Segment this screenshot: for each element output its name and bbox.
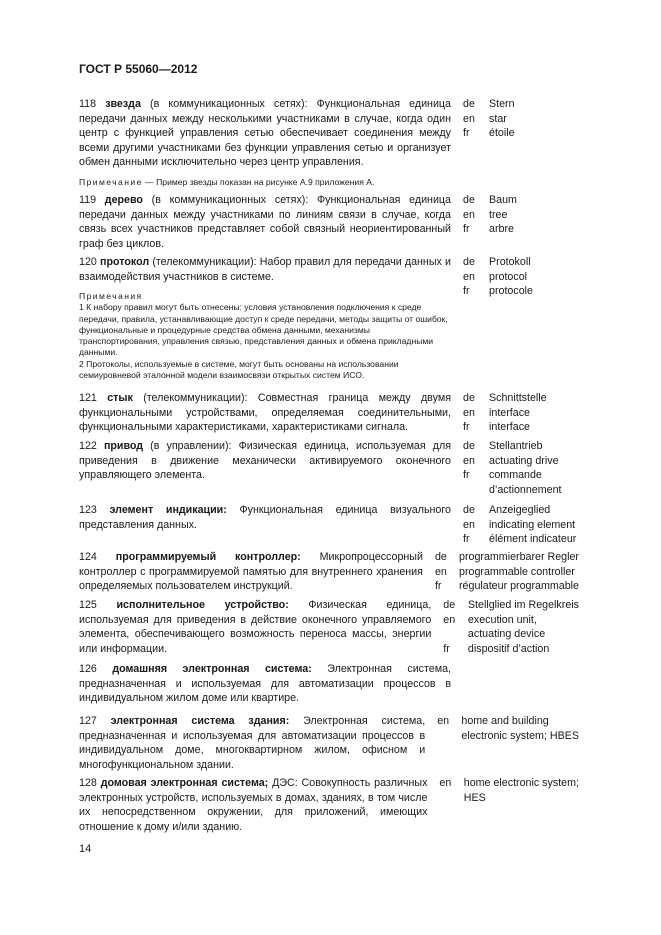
translation: interface — [489, 406, 530, 419]
page-number: 14 — [79, 843, 92, 855]
translations — [459, 550, 579, 594]
translation: Schnittstelle — [489, 392, 547, 404]
language-codes — [463, 97, 489, 188]
lang-code: en — [463, 208, 475, 221]
language-codes — [463, 391, 489, 435]
entry-definition: (в управлении): Физическая единица, используемая для приведения в движение механически активируемого оконечного управляющего элемента. — [79, 440, 451, 481]
entry-body — [79, 503, 451, 547]
term-entry-120 — [79, 255, 579, 381]
lang-code: fr — [463, 285, 470, 297]
translation: star — [489, 112, 507, 125]
lang-code: en — [463, 270, 475, 283]
translation: commande — [489, 469, 542, 481]
entry-number: 127 — [79, 715, 97, 727]
translation: Stellantrieb — [489, 440, 543, 452]
translations — [489, 439, 579, 497]
entry-number: 118 — [79, 98, 97, 110]
language-codes — [439, 776, 463, 834]
term-entry-123 — [79, 503, 579, 547]
entry-body — [79, 714, 425, 772]
entry-number: 119 — [79, 194, 97, 206]
term-entry-121 — [79, 391, 579, 435]
translation: Protokoll — [489, 256, 531, 268]
translation: Anzeigeglied — [489, 504, 551, 516]
entry-body — [79, 439, 451, 497]
entry-definition: Физическая единица, используемая для приведения в действие оконечного управляемого элемента, обеспечивающего возможность переноса массы, энергии или информации. — [79, 599, 432, 655]
entry-number: 125 — [79, 599, 97, 611]
lang-code: fr — [463, 223, 470, 235]
entry-number: 121 — [79, 392, 97, 404]
entry-definition: Электронная система, предназначенная и используемая для автоматизации процессов в индивидуальном доме, многоквартирном жилом, офисном и многофункциональном здании. — [79, 715, 426, 771]
lang-code: en — [437, 715, 450, 727]
entry-number: 124 — [79, 551, 97, 563]
translation: protocol — [489, 270, 528, 283]
language-codes — [463, 193, 489, 251]
lang-code: fr — [463, 127, 470, 139]
language-codes — [437, 714, 461, 772]
language-codes — [463, 439, 489, 497]
lang-code: de — [463, 98, 475, 110]
translations — [489, 503, 579, 547]
term-entry-124 — [79, 550, 579, 594]
translation: interface — [489, 421, 530, 433]
notes-heading: Примечания — [79, 291, 143, 301]
note-item: 2 Протоколы, используемые в системе, могут быть основаны на использовании семиуровневой эталонной модели взаимосвязи открытых систем ИСО. — [79, 358, 399, 381]
entry-term: элемент индикации: — [109, 504, 227, 516]
document-header: ГОСТ Р 55060—2012 — [79, 62, 198, 76]
translation: élément indicateur — [489, 533, 577, 545]
entry-body — [79, 97, 451, 188]
language-codes — [435, 550, 459, 594]
lang-code: de — [443, 599, 456, 611]
lang-code: de — [463, 194, 475, 206]
lang-code: de — [463, 440, 475, 452]
entry-term: исполнительное устройство: — [116, 599, 289, 611]
entry-term: программируемый контроллер: — [115, 551, 301, 563]
translation: d’actionnement — [489, 483, 562, 496]
entry-term: домовая электронная система; — [100, 777, 269, 789]
lang-code — [443, 627, 468, 642]
lang-code: en — [439, 777, 452, 789]
entry-term: электронная система здания: — [110, 715, 290, 727]
entry-number: 128 — [79, 777, 97, 789]
entry-definition: Микропроцессорный контроллер с программируемой памятью для внутреннего хранения определяемых пользователем инструкций. — [79, 551, 423, 592]
language-codes — [463, 503, 489, 547]
lang-code: en — [463, 112, 475, 125]
entry-number: 122 — [79, 440, 97, 452]
translation: home electronic system; — [463, 777, 579, 789]
translations — [461, 714, 579, 772]
lang-code: de — [463, 392, 475, 404]
entry-term: дерево — [104, 194, 143, 206]
note-heading: Примечание — [79, 176, 143, 187]
language-codes — [443, 598, 468, 656]
translations — [464, 776, 579, 834]
lang-code: fr — [463, 533, 470, 545]
entry-definition: (телекоммуникации): Совместная граница между двумя функциональными устройствами, определяемая соединительными, функциональными характеристиками, характеристиками сигнала. — [79, 392, 451, 433]
lang-code: en — [463, 518, 475, 531]
entry-term: домашняя электронная система: — [112, 663, 312, 675]
entry-definition: (телекоммуникации): Набор правил для передачи данных и взаимодействия участников в системе. — [79, 256, 451, 283]
entry-notes — [79, 291, 451, 381]
term-entry-119 — [79, 193, 579, 251]
lang-code: en — [434, 565, 447, 578]
lang-code: en — [463, 454, 475, 467]
translation: Baum — [489, 194, 517, 206]
lang-code: de — [434, 551, 447, 563]
translation: dispositif d’action — [467, 642, 550, 655]
translation: arbre — [489, 223, 514, 235]
entry-definition: (в коммуникационных сетях): Функциональная единица передачи данных между участниками по линиям связи в случае, когда связь всех участников представляет собой связный неориентированный граф без циклов. — [79, 194, 451, 250]
entry-definition: Электронная система, предназначенная и используемая для автоматизации процессов в индивидуальном жилом доме или квартире. — [79, 663, 451, 704]
note-item: 1 К набору правил могут быть отнесены: условия установления подключения к среде передачи, правила, устанавливающие доступ к среде передачи, методы защиты от ошибок, функциональные и процедурные средства обмена данными, механизмы транспортирования, управления связью, представления данных и обмена прикладными данными. — [79, 302, 448, 358]
entry-definition: ДЭС: Совокупность различных электронных устройств, используемых в домах, зданиях, в том числе их непосредственном окружении, для приложений, имеющих отношение к дому и/или зданию. — [79, 777, 428, 833]
lang-code: de — [463, 256, 475, 268]
entry-body — [79, 776, 427, 834]
lang-code: fr — [463, 421, 470, 433]
term-entry-122 — [79, 439, 579, 497]
translation: home and building — [461, 715, 549, 727]
term-entry-125 — [79, 598, 579, 656]
entry-number: 123 — [79, 504, 97, 516]
lang-code: de — [463, 504, 475, 516]
entry-note — [79, 177, 451, 188]
term-entry-126 — [79, 662, 579, 706]
term-entry-128 — [79, 776, 579, 834]
entry-term: протокол — [100, 256, 150, 268]
entry-definition: Функциональная единица визуального представления данных. — [79, 504, 451, 531]
entry-definition: (в коммуникационных сетях): Функциональная единица передачи данных между несколькими участниками в случае, когда один центр с функцией управления сетью обеспечивает соединения между всеми другими участниками без функции управления сетью и организует обмен данными исключительно через центр управления. — [79, 98, 451, 168]
translation: tree — [489, 208, 508, 221]
lang-code: en — [463, 406, 475, 419]
translation: actuating drive — [489, 454, 559, 467]
translation: protocole — [489, 285, 533, 297]
translation: Stellglied im Regelkreis — [467, 599, 579, 611]
language-codes — [463, 255, 489, 381]
lang-code: fr — [443, 642, 450, 655]
translation: Stern — [489, 98, 515, 110]
translation: régulateur programmable — [459, 580, 579, 592]
translations — [489, 391, 579, 435]
entry-term: привод — [103, 440, 144, 452]
translation: actuating device — [467, 628, 546, 640]
entry-body — [79, 255, 451, 381]
entry-number: 120 — [79, 256, 97, 268]
entry-number: 126 — [79, 663, 97, 675]
entry-body — [79, 662, 451, 706]
entry-term: стык — [107, 392, 133, 404]
translation: electronic system; HBES — [461, 729, 579, 742]
translations — [489, 255, 579, 381]
entry-body — [79, 391, 451, 435]
translations — [468, 598, 579, 656]
translation: programmierbarer Regler — [459, 551, 579, 563]
translation: indicating element — [489, 518, 576, 531]
translation: programmable controller — [459, 565, 575, 578]
term-entry-118 — [79, 97, 579, 188]
lang-code: fr — [434, 580, 442, 592]
entry-body — [79, 550, 423, 594]
translation: étoile — [489, 127, 515, 139]
translations — [489, 97, 579, 188]
translation: HES — [463, 791, 486, 804]
lang-code: fr — [463, 469, 470, 481]
translation: execution unit, — [467, 613, 537, 626]
lang-code: en — [443, 613, 456, 626]
entry-body — [79, 598, 431, 656]
entry-term: звезда — [105, 98, 141, 110]
translations — [489, 193, 579, 251]
term-entry-127 — [79, 714, 579, 772]
entry-body — [79, 193, 451, 251]
note-text: — Пример звезды показан на рисунке А.9 приложения А. — [142, 176, 375, 187]
